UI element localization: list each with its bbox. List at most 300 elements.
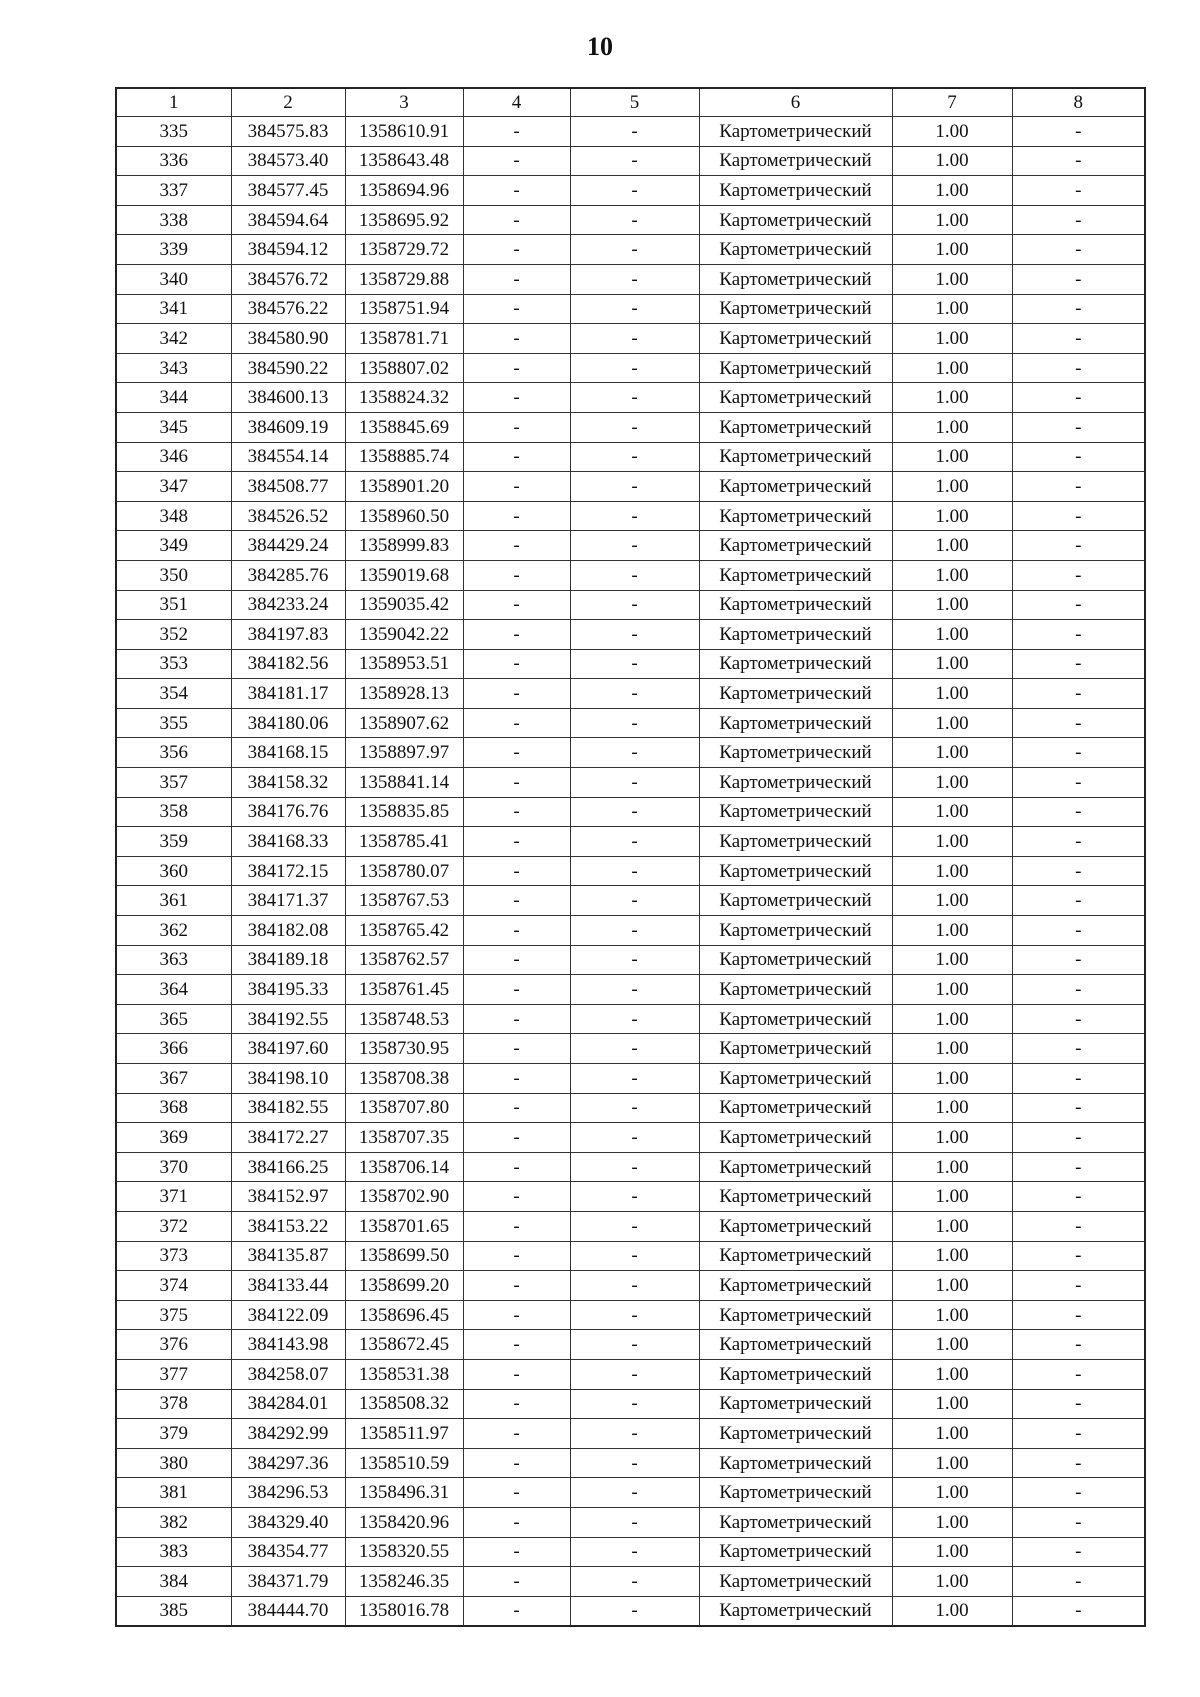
table-cell: 384573.40 (231, 146, 345, 176)
table-cell: - (1012, 1359, 1145, 1389)
table-cell: - (570, 649, 699, 679)
table-cell: - (463, 353, 570, 383)
table-cell: - (1012, 1064, 1145, 1094)
table-cell: - (463, 1448, 570, 1478)
table-cell: 384258.07 (231, 1359, 345, 1389)
table-cell: Картометрический (699, 768, 892, 798)
table-cell: 1.00 (892, 1596, 1012, 1626)
table-cell: Картометрический (699, 1567, 892, 1597)
table-cell: Картометрический (699, 412, 892, 442)
table-cell: - (463, 1389, 570, 1419)
table-cell: - (570, 1567, 699, 1597)
table-cell: 384197.83 (231, 620, 345, 650)
table-cell: - (1012, 442, 1145, 472)
table-cell: - (1012, 353, 1145, 383)
table-cell: - (1012, 383, 1145, 413)
table-row (116, 117, 1145, 147)
table-row (116, 264, 1145, 294)
table-cell: 1358762.57 (345, 945, 463, 975)
table-cell: - (570, 1271, 699, 1301)
table-cell: 336 (116, 146, 231, 176)
table-cell: 384182.56 (231, 649, 345, 679)
table-cell: Картометрический (699, 1419, 892, 1449)
table-cell: - (570, 353, 699, 383)
table-cell: - (1012, 1182, 1145, 1212)
table-cell: - (1012, 1004, 1145, 1034)
table-cell: - (463, 383, 570, 413)
page-number: 10 (587, 32, 613, 61)
column-header-7: 7 (892, 88, 1012, 117)
table-cell: Картометрический (699, 235, 892, 265)
table-cell: - (570, 590, 699, 620)
table-cell: - (1012, 738, 1145, 768)
table-row (116, 1567, 1145, 1597)
table-cell: 1358761.45 (345, 975, 463, 1005)
table-cell: - (1012, 945, 1145, 975)
table-row (116, 176, 1145, 206)
table-cell: - (570, 975, 699, 1005)
table-cell: - (1012, 1152, 1145, 1182)
table-cell: - (1012, 205, 1145, 235)
table-cell: - (463, 620, 570, 650)
table-cell: - (570, 797, 699, 827)
table-cell: 1358835.85 (345, 797, 463, 827)
table-cell: 384329.40 (231, 1507, 345, 1537)
table-cell: - (463, 1271, 570, 1301)
table-cell: - (570, 738, 699, 768)
table-cell: 362 (116, 916, 231, 946)
table-cell: 367 (116, 1064, 231, 1094)
table-row (116, 975, 1145, 1005)
table-cell: 384180.06 (231, 708, 345, 738)
table-cell: 1358751.94 (345, 294, 463, 324)
table-cell: 1358781.71 (345, 324, 463, 354)
table-cell: 355 (116, 708, 231, 738)
table-cell: 384176.76 (231, 797, 345, 827)
table-cell: 384172.27 (231, 1123, 345, 1153)
table-cell: 1358696.45 (345, 1300, 463, 1330)
table-cell: 1359035.42 (345, 590, 463, 620)
coordinates-table (115, 87, 1146, 1627)
table-cell: - (570, 1448, 699, 1478)
table-cell: - (570, 1507, 699, 1537)
table-cell: 1.00 (892, 501, 1012, 531)
table-cell: 1358420.96 (345, 1507, 463, 1537)
table-cell: 384189.18 (231, 945, 345, 975)
table-cell: Картометрический (699, 620, 892, 650)
table-cell: 384526.52 (231, 501, 345, 531)
table-cell: 337 (116, 176, 231, 206)
table-cell: 1.00 (892, 738, 1012, 768)
column-header-4: 4 (463, 88, 570, 117)
table-cell: Картометрический (699, 176, 892, 206)
table-cell: 384198.10 (231, 1064, 345, 1094)
table-cell: 384429.24 (231, 531, 345, 561)
table-cell: 1358699.20 (345, 1271, 463, 1301)
table-cell: - (463, 264, 570, 294)
table-cell: - (1012, 1389, 1145, 1419)
table-cell: 1.00 (892, 117, 1012, 147)
table-cell: 1358510.59 (345, 1448, 463, 1478)
table-cell: 356 (116, 738, 231, 768)
table-cell: Картометрический (699, 1064, 892, 1094)
table-cell: Картометрический (699, 501, 892, 531)
table-cell: 354 (116, 679, 231, 709)
table-row (116, 1419, 1145, 1449)
table-cell: 382 (116, 1507, 231, 1537)
table-cell: - (463, 1567, 570, 1597)
table-cell: 384158.32 (231, 768, 345, 798)
table-body (116, 117, 1145, 1627)
table-cell: 1358694.96 (345, 176, 463, 206)
table-cell: - (463, 797, 570, 827)
table-row (116, 1389, 1145, 1419)
table-cell: 1358320.55 (345, 1537, 463, 1567)
table-cell: Картометрический (699, 649, 892, 679)
table-cell: - (1012, 146, 1145, 176)
table-cell: 361 (116, 886, 231, 916)
table-cell: - (1012, 768, 1145, 798)
table-cell: Картометрический (699, 1359, 892, 1389)
table-row (116, 1211, 1145, 1241)
table-cell: - (1012, 176, 1145, 206)
table-cell: - (570, 1478, 699, 1508)
table-row (116, 1271, 1145, 1301)
table-cell: Картометрический (699, 324, 892, 354)
table-cell: 1.00 (892, 679, 1012, 709)
table-cell: 384152.97 (231, 1182, 345, 1212)
table-cell: - (570, 1004, 699, 1034)
table-cell: - (1012, 827, 1145, 857)
table-cell: - (570, 117, 699, 147)
table-cell: - (463, 827, 570, 857)
table-row (116, 560, 1145, 590)
table-cell: - (463, 146, 570, 176)
table-cell: 384576.72 (231, 264, 345, 294)
table-cell: Картометрический (699, 679, 892, 709)
table-cell: 1358672.45 (345, 1330, 463, 1360)
table-cell: 384197.60 (231, 1034, 345, 1064)
table-cell: 1.00 (892, 205, 1012, 235)
table-cell: - (570, 856, 699, 886)
table-cell: - (463, 1507, 570, 1537)
table-cell: - (570, 1389, 699, 1419)
table-cell: 1359019.68 (345, 560, 463, 590)
table-cell: - (570, 1300, 699, 1330)
table-cell: Картометрический (699, 738, 892, 768)
table-cell: Картометрический (699, 146, 892, 176)
table-cell: 384166.25 (231, 1152, 345, 1182)
table-cell: - (463, 1004, 570, 1034)
table-cell: - (1012, 1596, 1145, 1626)
table-row (116, 708, 1145, 738)
table-cell: - (463, 1419, 570, 1449)
table-cell: Картометрический (699, 1211, 892, 1241)
table-cell: 1.00 (892, 768, 1012, 798)
table-cell: Картометрический (699, 560, 892, 590)
table-row (116, 472, 1145, 502)
table-cell: 1.00 (892, 1093, 1012, 1123)
table-cell: Картометрический (699, 353, 892, 383)
table-cell: 1.00 (892, 1537, 1012, 1567)
table-cell: 350 (116, 560, 231, 590)
table-cell: 384171.37 (231, 886, 345, 916)
table-cell: 384168.15 (231, 738, 345, 768)
table-cell: 1.00 (892, 916, 1012, 946)
table-cell: 384233.24 (231, 590, 345, 620)
table-cell: 384590.22 (231, 353, 345, 383)
table-cell: 369 (116, 1123, 231, 1153)
table-cell: 358 (116, 797, 231, 827)
table-cell: 1358496.31 (345, 1478, 463, 1508)
table-row (116, 945, 1145, 975)
table-cell: - (463, 1034, 570, 1064)
table-cell: - (463, 1123, 570, 1153)
table-cell: - (1012, 1537, 1145, 1567)
table-cell: 1.00 (892, 1152, 1012, 1182)
table-cell: 357 (116, 768, 231, 798)
table-cell: Картометрический (699, 1241, 892, 1271)
table-cell: 384371.79 (231, 1567, 345, 1597)
table-cell: Картометрический (699, 827, 892, 857)
table-cell: 384181.17 (231, 679, 345, 709)
table-row (116, 1004, 1145, 1034)
table-cell: 1358695.92 (345, 205, 463, 235)
table-row (116, 1034, 1145, 1064)
table-cell: - (1012, 472, 1145, 502)
table-cell: 1358610.91 (345, 117, 463, 147)
table-cell: 1358885.74 (345, 442, 463, 472)
table-cell: 376 (116, 1330, 231, 1360)
table-row (116, 442, 1145, 472)
table-cell: - (570, 768, 699, 798)
table-cell: 1.00 (892, 1182, 1012, 1212)
table-cell: 372 (116, 1211, 231, 1241)
table-cell: 384296.53 (231, 1478, 345, 1508)
table-cell: 1.00 (892, 383, 1012, 413)
table-cell: Картометрический (699, 1389, 892, 1419)
table-cell: - (570, 1241, 699, 1271)
table-cell: - (463, 1537, 570, 1567)
table-cell: 1.00 (892, 324, 1012, 354)
table-cell: 1.00 (892, 264, 1012, 294)
table-cell: 1.00 (892, 886, 1012, 916)
table-cell: - (1012, 916, 1145, 946)
table-cell: - (463, 768, 570, 798)
table-cell: 1.00 (892, 649, 1012, 679)
table-cell: - (463, 531, 570, 561)
table-cell: - (570, 264, 699, 294)
table-cell: Картометрический (699, 945, 892, 975)
table-row (116, 1448, 1145, 1478)
table-row (116, 1093, 1145, 1123)
table-cell: 380 (116, 1448, 231, 1478)
table-cell: - (570, 205, 699, 235)
table-cell: - (1012, 1567, 1145, 1597)
table-cell: - (570, 1596, 699, 1626)
table-cell: 1.00 (892, 1064, 1012, 1094)
table-cell: 344 (116, 383, 231, 413)
table-cell: 384575.83 (231, 117, 345, 147)
table-cell: - (1012, 1330, 1145, 1360)
table-cell: 384285.76 (231, 560, 345, 590)
table-cell: 1.00 (892, 708, 1012, 738)
table-row (116, 1330, 1145, 1360)
table-header (116, 88, 1145, 117)
table-cell: - (463, 738, 570, 768)
table-cell: - (1012, 856, 1145, 886)
table-cell: - (570, 1064, 699, 1094)
table-row (116, 856, 1145, 886)
table-cell: 384594.12 (231, 235, 345, 265)
table-cell: 1358907.62 (345, 708, 463, 738)
table-cell: - (463, 916, 570, 946)
table-cell: 1358702.90 (345, 1182, 463, 1212)
table-cell: - (463, 590, 570, 620)
table-cell: - (463, 1093, 570, 1123)
table-cell: - (463, 1152, 570, 1182)
table-cell: 385 (116, 1596, 231, 1626)
column-header-5: 5 (570, 88, 699, 117)
table-cell: 1.00 (892, 1389, 1012, 1419)
table-cell: - (463, 235, 570, 265)
table-cell: 1358901.20 (345, 472, 463, 502)
table-row (116, 797, 1145, 827)
table-cell: Картометрический (699, 294, 892, 324)
table-cell: - (1012, 1300, 1145, 1330)
table-cell: Картометрический (699, 1300, 892, 1330)
table-cell: - (1012, 620, 1145, 650)
table-cell: 1.00 (892, 472, 1012, 502)
table-cell: - (463, 472, 570, 502)
column-header-2: 2 (231, 88, 345, 117)
table-cell: - (463, 679, 570, 709)
table-cell: 1358708.38 (345, 1064, 463, 1094)
table-cell: 1358780.07 (345, 856, 463, 886)
table-cell: - (570, 472, 699, 502)
table-cell: - (570, 1123, 699, 1153)
table-cell: Картометрический (699, 856, 892, 886)
table-cell: Картометрический (699, 1182, 892, 1212)
table-cell: 1.00 (892, 827, 1012, 857)
table-cell: 1.00 (892, 146, 1012, 176)
table-cell: - (570, 1034, 699, 1064)
table-cell: 1.00 (892, 1241, 1012, 1271)
table-row (116, 205, 1145, 235)
table-cell: 384182.08 (231, 916, 345, 946)
table-cell: - (570, 1211, 699, 1241)
table-cell: 384577.45 (231, 176, 345, 206)
table-cell: 1358699.50 (345, 1241, 463, 1271)
table-cell: Картометрический (699, 205, 892, 235)
table-cell: - (463, 886, 570, 916)
table-cell: 343 (116, 353, 231, 383)
table-cell: 1.00 (892, 856, 1012, 886)
table-cell: 335 (116, 117, 231, 147)
table-cell: Картометрический (699, 1093, 892, 1123)
table-cell: - (463, 1330, 570, 1360)
table-cell: 370 (116, 1152, 231, 1182)
table-cell: 1.00 (892, 797, 1012, 827)
table-cell: - (570, 176, 699, 206)
table-cell: 384122.09 (231, 1300, 345, 1330)
table-cell: - (463, 324, 570, 354)
table-row (116, 146, 1145, 176)
table-cell: - (463, 176, 570, 206)
table-row (116, 620, 1145, 650)
table-cell: 373 (116, 1241, 231, 1271)
table-cell: - (570, 235, 699, 265)
table-cell: 1358531.38 (345, 1359, 463, 1389)
table-cell: - (463, 1359, 570, 1389)
table-row (116, 1507, 1145, 1537)
table-cell: 1.00 (892, 1123, 1012, 1153)
table-cell: Картометрический (699, 975, 892, 1005)
table-cell: 366 (116, 1034, 231, 1064)
table-cell: 384168.33 (231, 827, 345, 857)
table-row (116, 412, 1145, 442)
table-cell: - (463, 708, 570, 738)
table-cell: - (1012, 117, 1145, 147)
table-cell: Картометрический (699, 1271, 892, 1301)
table-cell: - (1012, 1034, 1145, 1064)
table-cell: - (570, 1330, 699, 1360)
table-cell: 1.00 (892, 1004, 1012, 1034)
table-cell: 1.00 (892, 531, 1012, 561)
table-cell: 1358246.35 (345, 1567, 463, 1597)
table-cell: Картометрический (699, 1004, 892, 1034)
table-cell: 359 (116, 827, 231, 857)
table-cell: Картометрический (699, 708, 892, 738)
table-cell: 384580.90 (231, 324, 345, 354)
table-cell: 1358999.83 (345, 531, 463, 561)
table-cell: 360 (116, 856, 231, 886)
table-row (116, 235, 1145, 265)
table-cell: Картометрический (699, 472, 892, 502)
table-cell: - (570, 1093, 699, 1123)
table-row (116, 1359, 1145, 1389)
table-cell: 371 (116, 1182, 231, 1212)
table-cell: Картометрический (699, 1034, 892, 1064)
table-cell: 1359042.22 (345, 620, 463, 650)
table-cell: - (570, 531, 699, 561)
table-cell: 1.00 (892, 442, 1012, 472)
table-cell: 1.00 (892, 620, 1012, 650)
table-cell: 1358845.69 (345, 412, 463, 442)
column-header-3: 3 (345, 88, 463, 117)
table-row (116, 916, 1145, 946)
table-row (116, 383, 1145, 413)
table-cell: - (570, 560, 699, 590)
table-cell: 1.00 (892, 1567, 1012, 1597)
table-cell: 1358707.35 (345, 1123, 463, 1153)
table-cell: - (463, 1478, 570, 1508)
table-cell: - (1012, 1271, 1145, 1301)
table-row (116, 738, 1145, 768)
table-cell: 375 (116, 1300, 231, 1330)
table-row (116, 1596, 1145, 1626)
table-cell: Картометрический (699, 442, 892, 472)
table-cell: - (570, 708, 699, 738)
table-cell: - (570, 1182, 699, 1212)
table-cell: - (1012, 1419, 1145, 1449)
table-cell: 384297.36 (231, 1448, 345, 1478)
table-cell: 1358953.51 (345, 649, 463, 679)
table-cell: 353 (116, 649, 231, 679)
table-cell: - (1012, 1211, 1145, 1241)
table-cell: - (463, 856, 570, 886)
table-cell: - (570, 294, 699, 324)
